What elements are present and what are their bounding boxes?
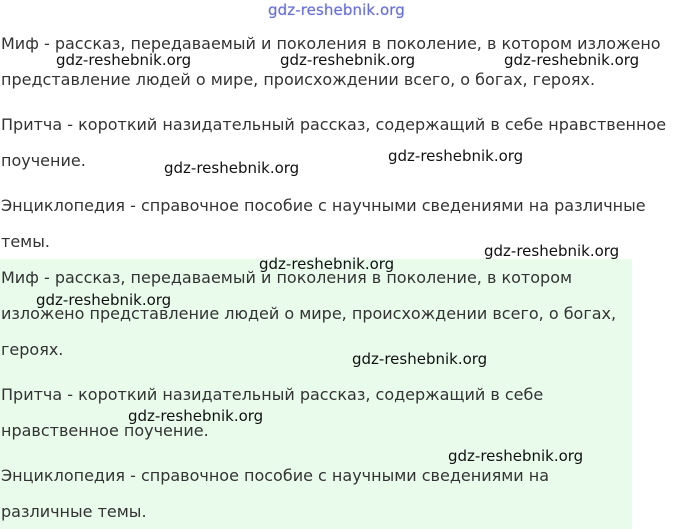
watermark: gdz-reshebnik.org <box>352 350 488 368</box>
section2-line-6: Энциклопедия - справочное пособие с научными сведениями на <box>1 466 550 485</box>
watermark: gdz-reshebnik.org <box>448 447 584 465</box>
watermark: gdz-reshebnik.org <box>504 51 640 69</box>
section2-line-1: Миф - рассказ, передаваемый и поколения в поколение, в котором <box>1 268 573 287</box>
watermark: gdz-reshebnik.org <box>280 51 416 69</box>
site-header-link[interactable]: gdz-reshebnik.org <box>268 1 405 19</box>
section1-line-1: Миф - рассказ, передаваемый и поколения в поколение, в котором изложено <box>1 34 661 53</box>
watermark: gdz-reshebnik.org <box>128 407 264 425</box>
watermark: gdz-reshebnik.org <box>259 255 395 273</box>
section1-line-3: Притча - короткий назидательный рассказ, содержащий в себе нравственное <box>1 115 667 134</box>
section2-line-3: героях. <box>1 340 64 359</box>
section1-line-5: Энциклопедия - справочное пособие с научными сведениями на различные <box>1 196 646 215</box>
section1-line-6: темы. <box>1 232 50 251</box>
section2-line-5: нравственное поучение. <box>1 421 209 440</box>
section1-line-4: поучение. <box>1 151 86 170</box>
watermark: gdz-reshebnik.org <box>36 291 172 309</box>
section1-line-2: представление людей о мире, происхождении всего, о богах, героях. <box>1 70 596 89</box>
section2-line-7: различные темы. <box>1 502 147 521</box>
watermark: gdz-reshebnik.org <box>56 51 192 69</box>
section2-line-2: изложено представление людей о мире, происхождении всего, о богах, <box>1 304 617 323</box>
watermark: gdz-reshebnik.org <box>164 159 300 177</box>
section2-line-4: Притча - короткий назидательный рассказ, содержащий в себе <box>1 385 544 404</box>
watermark: gdz-reshebnik.org <box>388 147 524 165</box>
watermark: gdz-reshebnik.org <box>484 242 620 260</box>
